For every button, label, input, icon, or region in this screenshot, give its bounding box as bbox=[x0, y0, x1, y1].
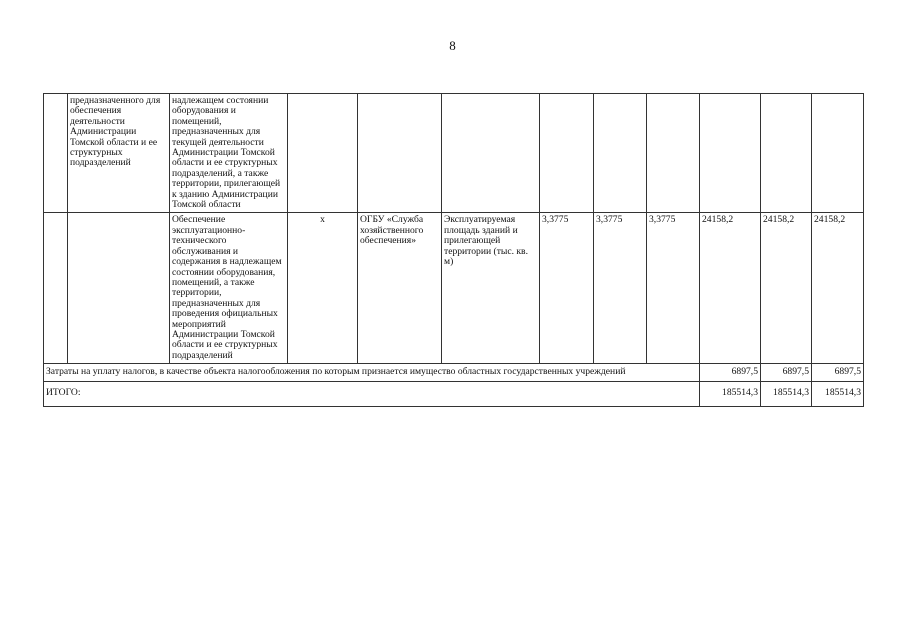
table-cell: 185514,3 bbox=[812, 381, 864, 406]
table-cell: 185514,3 bbox=[761, 381, 812, 406]
empty-cell bbox=[442, 94, 540, 213]
table-cell: предназначенного для обеспечения деятельности Администрации Томской области и ее структурных подразделений bbox=[68, 94, 170, 213]
empty-cell bbox=[44, 94, 68, 213]
table-cell: 24158,2 bbox=[812, 213, 864, 364]
tax-row bbox=[44, 364, 864, 381]
table-cell: ОГБУ «Служба хозяйственного обеспечения» bbox=[358, 213, 442, 364]
empty-cell bbox=[540, 94, 594, 213]
tax-row-label: Затраты на уплату налогов, в качестве объекта налогообложения по которым признается имущество областных государственных учреждений bbox=[44, 364, 700, 381]
total-row-label: ИТОГО: bbox=[44, 381, 700, 406]
empty-cell bbox=[288, 94, 358, 213]
table-cell: Эксплуатируемая площадь зданий и прилегающей территории (тыс. кв. м) bbox=[442, 213, 540, 364]
table-row bbox=[44, 213, 864, 364]
table-cell: 24158,2 bbox=[700, 213, 761, 364]
empty-cell bbox=[358, 94, 442, 213]
empty-cell bbox=[647, 94, 700, 213]
empty-cell bbox=[68, 213, 170, 364]
table-cell: 6897,5 bbox=[700, 364, 761, 381]
table-cell: 3,3775 bbox=[594, 213, 647, 364]
empty-cell bbox=[700, 94, 761, 213]
table-cell: х bbox=[288, 213, 358, 364]
table-cell: 185514,3 bbox=[700, 381, 761, 406]
table-cell: 3,3775 bbox=[647, 213, 700, 364]
table-cell: надлежащем состоянии оборудования и помещений, предназначенных для текущей деятельности Администрации Томской области и ее структурных подразделений, а также территории, прилегающей к зданию Администрации Томской области bbox=[170, 94, 288, 213]
page-number: 8 bbox=[449, 38, 456, 53]
table-cell: 6897,5 bbox=[761, 364, 812, 381]
table-cell: 6897,5 bbox=[812, 364, 864, 381]
table-row bbox=[44, 94, 864, 213]
total-row bbox=[44, 381, 864, 406]
budget-table bbox=[43, 93, 864, 407]
table-cell: 3,3775 bbox=[540, 213, 594, 364]
empty-cell bbox=[761, 94, 812, 213]
empty-cell bbox=[812, 94, 864, 213]
table-cell: 24158,2 bbox=[761, 213, 812, 364]
empty-cell bbox=[594, 94, 647, 213]
table-cell: Обеспечение эксплуатационно-технического обслуживания и содержания в надлежащем состоянии оборудования, помещений, а также территории, предназначенных для проведения официальных мероприятий Администрации Томской области и ее структурных подразделений bbox=[170, 213, 288, 364]
empty-cell bbox=[44, 213, 68, 364]
